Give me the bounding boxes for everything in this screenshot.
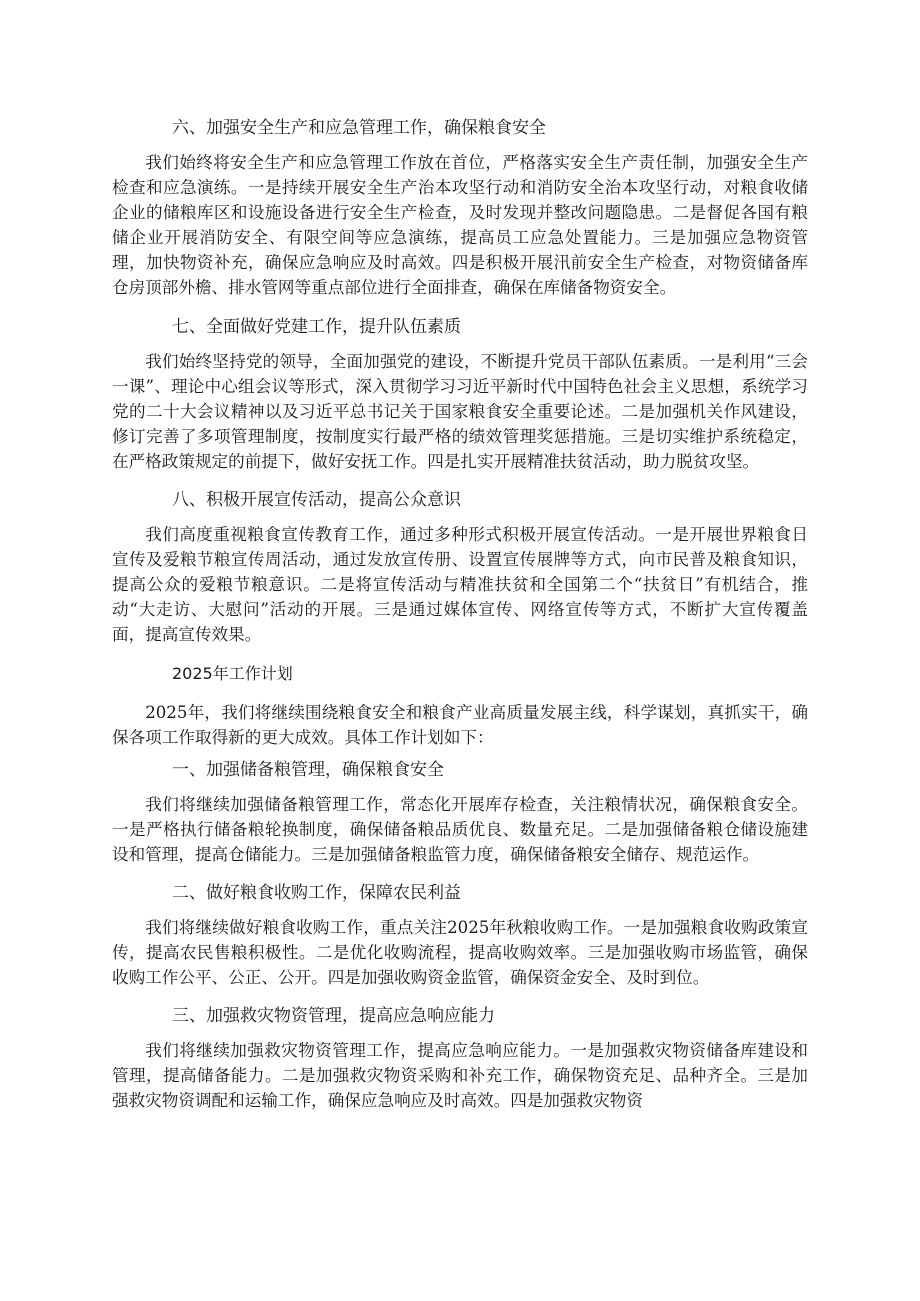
plan-heading-3: 三、加强救灾物资管理，提高应急响应能力 — [172, 1006, 495, 1027]
plan-body-3: 我们将继续加强救灾物资管理工作，提高应急响应能力。一是加强救灾物资储备库建设和管理，提高储备能力。二是加强救灾物资采购和补充工作，确保物资充足、品种齐全。三是加强救灾物资调配和运输工作，确保应急响应及时高效。四是加强救灾物资 — [112, 1041, 808, 1111]
plan-body-2: 我们将继续做好粮食收购工作，重点关注2025年秋粮收购工作。一是加强粮食收购政策宣传，提高农民售粮积极性。二是优化收购流程，提高收购效率。三是加强收购市场监管，确保收购工作公平、公正、公开。四是加强收购资金监管，确保资金安全、及时到位。 — [112, 917, 808, 988]
section-heading-8: 八、积极开展宣传活动，提高公众意识 — [172, 490, 461, 511]
plan-heading-1: 一、加强储备粮管理，确保粮食安全 — [172, 759, 444, 780]
plan-intro: 2025年，我们将继续围绕粮食安全和粮食产业高质量发展主线，科学谋划，真抓实干，确保各项工作取得新的更大成效。具体工作计划如下： — [112, 702, 808, 747]
section-heading-7: 七、全面做好党建工作，提升队伍素质 — [172, 316, 461, 337]
section-body-8: 我们高度重视粮食宣传教育工作，通过多种形式积极开展宣传活动。一是开展世界粮食日宣传及爱粮节粮宣传周活动，通过发放宣传册、设置宣传展牌等方式，向市民普及粮食知识，提高公众的爱粮节粮意识。二是将宣传活动与精准扶贫和全国第二个“扶贫日”有机结合，推动“大走访、大慰问”活动的开展。三是通过媒体宣传、网络宣传等方式，不断扩大宣传覆盖面，提高宣传效果。 — [112, 525, 808, 645]
plan-body-1: 我们将继续加强储备粮管理工作，常态化开展库存检查，关注粮情状况，确保粮食安全。一是严格执行储备粮轮换制度，确保储备粮品质优良、数量充足。二是加强储备粮仓储设施建设和管理，提高仓储能力。三是加强储备粮监管力度，确保储备粮安全储存、规范运作。 — [112, 794, 808, 864]
section-body-7: 我们始终坚持党的领导，全面加强党的建设，不断提升党员干部队伍素质。一是利用“三会一课”、理论中心组会议等形式，深入贯彻学习习近平新时代中国特色社会主义思想，系统学习党的二十大会议精神以及习近平总书记关于国家粮食安全重要论述。二是加强机关作风建设，修订完善了多项管理制度，按制度实行最严格的绩效管理奖惩措施。三是切实维护系统稳定，在严格政策规定的前提下，做好安抚工作。四是扎实开展精准扶贫活动，助力脱贫攻坚。 — [112, 351, 808, 471]
plan-heading-2: 二、做好粮食收购工作，保障农民利益 — [172, 882, 461, 903]
section-heading-6: 六、加强安全生产和应急管理工作，确保粮食安全 — [172, 118, 546, 138]
section-body-6: 我们始终将安全生产和应急管理工作放在首位，严格落实安全生产责任制，加强安全生产检查和应急演练。一是持续开展安全生产治本攻坚行动和消防安全治本攻坚行动，对粮食收储企业的储粮库区和设施设备进行安全生产检查，及时发现并整改问题隐患。二是督促各国有粮储企业开展消防安全、有限空间等应急演练，提高员工应急处置能力。三是加强应急物资管理，加快物资补充，确保应急响应及时高效。四是积极开展汛前安全生产检查，对物资储备库仓房顶部外檐、排水管网等重点部位进行全面排查，确保在库储备物资安全。 — [112, 153, 808, 298]
plan-title: 2025年工作计划 — [172, 663, 293, 683]
